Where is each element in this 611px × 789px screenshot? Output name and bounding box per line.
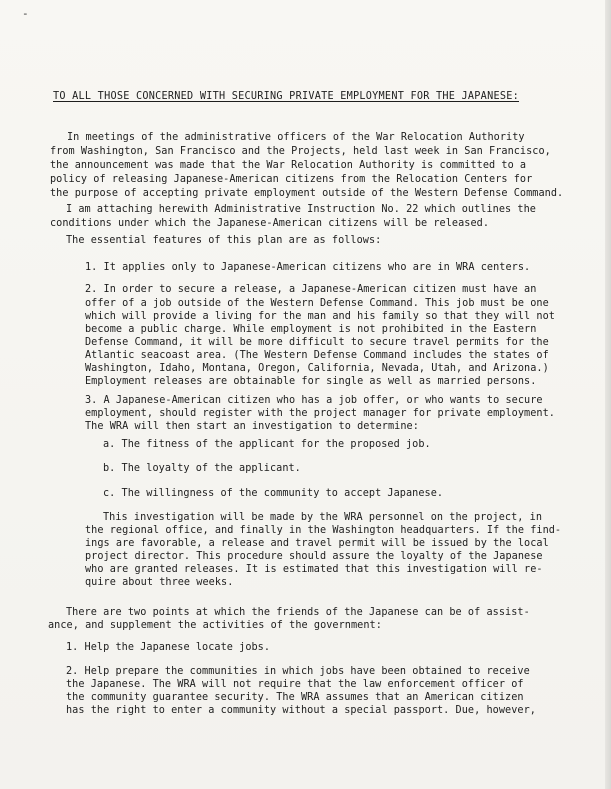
intro-line: the purpose of accepting private employment outside of the Western Defense Command. <box>50 188 564 199</box>
intro-line: In meetings of the administrative officers of the War Relocation Authority <box>67 132 525 143</box>
item-2-line: become a public charge. While employment is not prohibited in the Eastern <box>85 324 537 335</box>
investigation-line: ings are favorable, a release and travel permit will be issued by the local <box>85 538 549 549</box>
item-2-line: 2. In order to secure a release, a Japanese-American citizen must have an <box>85 284 537 295</box>
point-2-line: the community guarantee security. The WRA assumes that an American citizen <box>66 692 524 703</box>
investigation-line: quire about three weeks. <box>85 577 234 588</box>
point-2-line: the Japanese. The WRA will not require that the law enforcement officer of <box>66 679 524 690</box>
points-line: ance, and supplement the activities of the government: <box>48 620 382 631</box>
attach-line: conditions under which the Japanese-American citizens will be released. <box>50 218 490 229</box>
intro-line: from Washington, San Francisco and the Projects, held last week in San Francisco, <box>50 146 551 157</box>
item-2-line: Defense Command, it will be more difficult to secure travel permits for the <box>85 337 549 348</box>
point-2-line: 2. Help prepare the communities in which jobs have been obtained to receive <box>66 666 530 677</box>
features-line: The essential features of this plan are as follows: <box>66 235 382 246</box>
point-1: 1. Help the Japanese locate jobs. <box>66 642 271 653</box>
sub-item-b: b. The loyalty of the applicant. <box>103 463 301 474</box>
sub-item-c: c. The willingness of the community to accept Japanese. <box>103 488 444 499</box>
item-3-line: 3. A Japanese-American citizen who has a job offer, or who wants to secure <box>85 395 543 406</box>
points-line: There are two points at which the friends of the Japanese can be of assist- <box>66 607 530 618</box>
intro-line: policy of releasing Japanese-American citizens from the Relocation Centers for <box>50 174 533 185</box>
investigation-line: This investigation will be made by the WRA personnel on the project, in <box>103 512 543 523</box>
intro-line: the announcement was made that the War Relocation Authority is committed to a <box>50 160 527 171</box>
investigation-line: who are granted releases. It is estimated that this investigation will re- <box>85 564 543 575</box>
paper-edge-shadow <box>605 0 611 789</box>
sub-item-a: a. The fitness of the applicant for the proposed job. <box>103 439 431 450</box>
item-2-line: offer of a job outside of the Western Defense Command. This job must be one <box>85 298 549 309</box>
corner-mark: - <box>22 7 29 20</box>
document-heading: TO ALL THOSE CONCERNED WITH SECURING PRIVATE EMPLOYMENT FOR THE JAPANESE: <box>53 91 519 102</box>
investigation-line: project director. This procedure should assure the loyalty of the Japanese <box>85 551 543 562</box>
item-3-line: The WRA will then start an investigation to determine: <box>85 421 419 432</box>
item-2-line: Washington, Idaho, Montana, Oregon, California, Nevada, Utah, and Arizona.) <box>85 363 549 374</box>
point-2-line: has the right to enter a community without a special passport. Due, however, <box>66 705 536 716</box>
item-2-line: which will provide a living for the man and his family so that they will not <box>85 311 555 322</box>
item-2-line: Atlantic seacoast area. (The Western Defense Command includes the states of <box>85 350 549 361</box>
item-2-line: Employment releases are obtainable for single as well as married persons. <box>85 376 537 387</box>
item-3-line: employment, should register with the project manager for private employment. <box>85 408 555 419</box>
item-1: 1. It applies only to Japanese-American citizens who are in WRA centers. <box>85 262 531 273</box>
investigation-line: the regional office, and finally in the Washington headquarters. If the find- <box>85 525 562 536</box>
attach-line: I am attaching herewith Administrative Instruction No. 22 which outlines the <box>66 204 536 215</box>
